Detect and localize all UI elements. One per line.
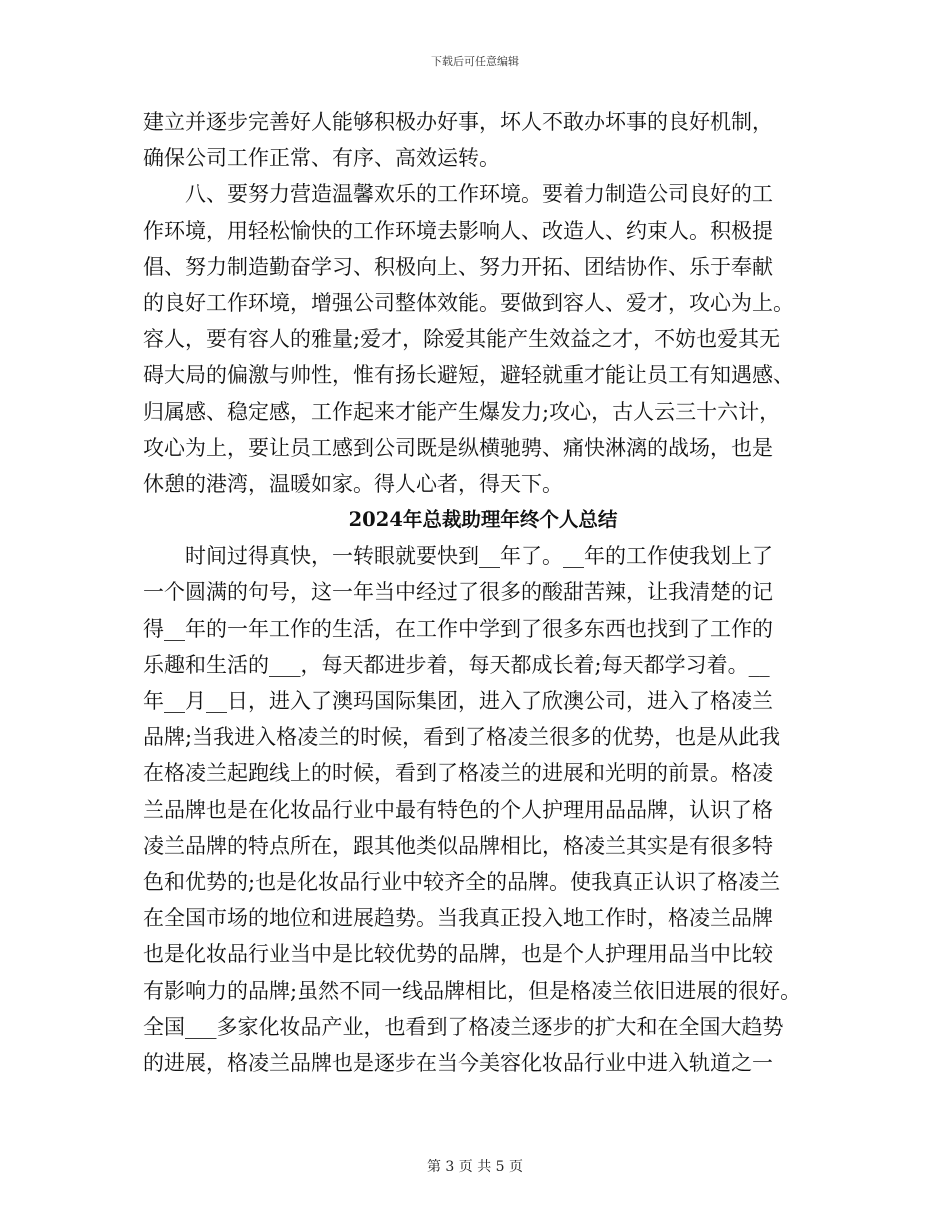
text-line: 也是化妆品行业当中是比较优势的品牌，也是个人护理用品当中比较 (143, 942, 773, 967)
text-line: 的进展，格凌兰品牌也是逐步在当今美容化妆品行业中进入轨道之一 (143, 1050, 773, 1075)
text-line: 品牌;当我进入格凌兰的时候，看到了格凌兰很多的优势，也是从此我 (143, 725, 781, 750)
section-title: 2024年总裁助理年终个人总结 (348, 508, 618, 532)
text-line: 凌兰品牌的特点所在，跟其他类似品牌相比，格凌兰其实是有很多特 (143, 833, 773, 858)
text-line: 在格凌兰起跑线上的时候，看到了格凌兰的进展和光明的前景。格凌 (143, 761, 773, 786)
text-line: 一个圆满的句号，这一年当中经过了很多的酸甜苦辣，让我清楚的记 (143, 580, 773, 605)
text-line: 碍大局的偏激与帅性，惟有扬长避短，避轻就重才能让员工有知遇感、 (143, 363, 794, 388)
text-line: 乐趣和生活的___，每天都进步着，每天都成长着;每天都学习着。__ (143, 652, 770, 677)
text-line: 得__年的一年工作的生活，在工作中学到了很多东西也找到了工作的 (143, 616, 773, 641)
text-line: 年__月__日，进入了澳玛国际集团，进入了欣澳公司，进入了格凌兰 (143, 689, 773, 713)
page-footer: 第 3 页 共 5 页 (426, 1159, 524, 1175)
text-line: 时间过得真快，一转眼就要快到__年了。__年的工作使我划上了 (185, 544, 773, 569)
text-line: 兰品牌也是在化妆品行业中最有特色的个人护理用品品牌，认识了格 (143, 797, 773, 822)
text-line: 全国___多家化妆品产业，也看到了格凌兰逐步的扩大和在全国大趋势 (143, 1014, 784, 1039)
text-line: 确保公司工作正常、有序、高效运转。 (143, 146, 500, 171)
text-line: 色和优势的;也是化妆品行业中较齐全的品牌。使我真正认识了格凌兰 (143, 869, 781, 894)
text-line: 建立并逐步完善好人能够积极办好事，坏人不敢办坏事的良好机制， (143, 110, 773, 134)
text-line: 攻心为上，要让员工感到公司既是纵横驰骋、痛快淋漓的战场，也是 (143, 435, 773, 460)
text-line: 归属感、稳定感，工作起来才能产生爆发力;攻心，古人云三十六计， (143, 399, 781, 424)
text-line: 休憩的港湾，温暖如家。得人心者，得天下。 (143, 471, 563, 496)
text-line: 在全国市场的地位和进展趋势。当我真正投入地工作时，格凌兰品牌 (143, 906, 773, 931)
text-line: 倡、努力制造勤奋学习、积极向上、努力开拓、团结协作、乐于奉献 (143, 254, 773, 279)
text-line: 容人，要有容人的雅量;爱才，除爱其能产生效益之才，不妨也爱其无 (143, 327, 781, 352)
text-line: 有影响力的品牌;虽然不同一线品牌相比，但是格凌兰依旧进展的很好。 (143, 978, 802, 1003)
document-body (143, 104, 823, 1081)
text-line: 的良好工作环境，增强公司整体效能。要做到容人、爱才，攻心为上。 (143, 290, 794, 315)
page-header: 下载后可任意编辑 (431, 55, 519, 68)
text-line: 作环境，用轻松愉快的工作环境去影响人、改造人、约束人。积极提 (143, 218, 773, 243)
text-line: 八、要努力营造温馨欢乐的工作环境。要着力制造公司良好的工 (185, 182, 773, 207)
